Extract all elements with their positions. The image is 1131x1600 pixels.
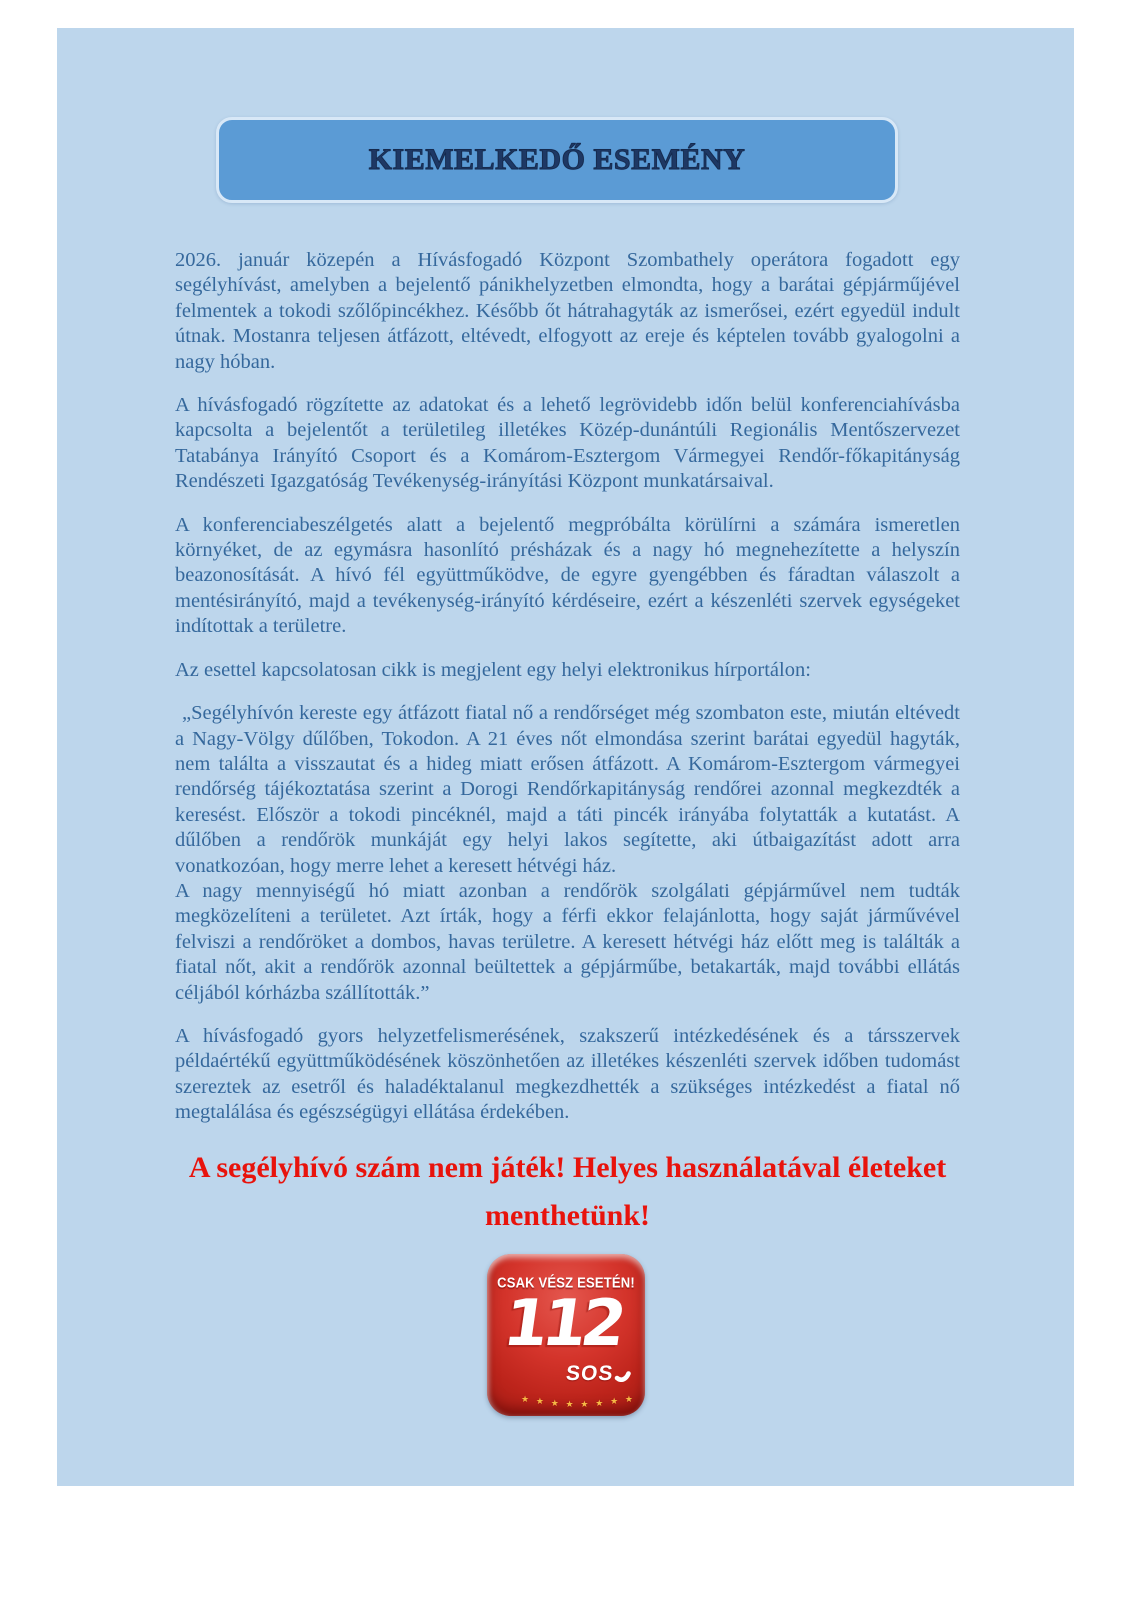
- phone-receiver-icon: [614, 1365, 631, 1382]
- document-page-panel: [57, 28, 1074, 1486]
- star-icon: ★: [624, 1393, 633, 1404]
- star-icon: ★: [565, 1398, 574, 1409]
- logo-sos-row: [566, 1362, 631, 1386]
- star-icon: ★: [521, 1393, 530, 1404]
- paragraph-intro: 2026. január közepén a Hívásfogadó Központ Szombathely operátora fogadott egy segélyhívást, amelyben a bejelentő pánikhelyzetben elmondta, hogy a barátai gépjárműjével felmentek a tokodi szőlőpincékhez. Később őt hátrahagyták az ismerősei, ezért egyedül indult útnak. Mostanra teljesen átfázott, eltévedt, elfogyott az ereje és képtelen tovább gyalogolni a nagy hóban.: [175, 249, 960, 373]
- star-icon: ★: [535, 1395, 544, 1406]
- star-icon: ★: [580, 1398, 589, 1409]
- paragraph-conference-call: A konferenciabeszélgetés alatt a bejelentő megpróbálta körülírni a számára ismeretlen környéket, de az egymásra hasonlító présházak és a nagy hó megnehezítette a helyszín beazonosítását. A hívó fél együttműködve, de egyre gyengébben és fáradtan válaszolt a mentésirányító, majd a tevékenység-irányító kérdéseire, ezért a készenléti szervek egységeket indítottak a területre.: [175, 513, 960, 638]
- paragraph-news-quote-part1: „Segélyhívón kereste egy átfázott fiatal nő a rendőrséget még szombaton este, miután eltévedt a Nagy-Völgy dűlőben, Tokodon. A 21 éves nőt elmondása szerint barátai egyedül hagyták, nem találta a visszautat és a hideg miatt erősen átfázott. A Komárom-Esztergom vármegyei rendőrség tájékoztatása szerint a Dorogi Rendőrkapitányság rendőrei azonnal megkezdték a keresést. Először a tokodi pincéknél, majd a táti pincék irányába folytatták a kutatást. A dűlőben a rendőrök munkáját egy helyi lakos segítette, aki útbaigazítást adott arra vonatkozóan, hogy merre lehet a keresett hétvégi ház.: [175, 702, 960, 877]
- paragraph-news-quote-part2: A nagy mennyiségű hó miatt azonban a rendőrök szolgálati gépjárművel nem tudták megközelíteni a területet. Azt írták, hogy a férfi ekkor felajánlotta, hogy saját járművével felviszi a rendőröket a dombos, havas területre. A keresett hétvégi ház előtt meg is találták a fiatal nőt, akit a rendőrök azonnal beültettek a gépjárműbe, betakarták, majd további ellátás céljából kórházba szállították.”: [175, 879, 960, 1004]
- star-icon: ★: [610, 1395, 619, 1406]
- star-icon: ★: [550, 1397, 559, 1408]
- logo-number-112: 112: [499, 1286, 625, 1361]
- eu-stars-icon: [521, 1393, 633, 1409]
- logo-top-label: CSAK VÉSZ ESETÉN!: [497, 1273, 635, 1291]
- paragraph-conference-setup: A hívásfogadó rögzítette az adatokat és a lehető legrövidebb időn belül konferenciahívásba kapcsolta a bejelentőt a területileg illetékes Közép-dunántúli Regionális Mentőszervezet Tatabánya Irányító Csoport és a Komárom-Esztergom Vármegyei Rendőr-főkapitányság Rendészeti Igazgatóság Tevékenység-irányítási Központ munkatársaival.: [175, 394, 960, 493]
- paragraph-news-lead: Az esettel kapcsolatosan cikk is megjelent egy helyi elektronikus hírportálon:: [175, 658, 811, 681]
- logo-sos-label: SOS: [564, 1361, 615, 1385]
- page-title: KIEMELKEDŐ ESEMÉNY: [368, 143, 746, 176]
- emergency-warning-text: A segélyhívó szám nem játék! Helyes használatával életeket menthetünk!: [188, 1150, 947, 1232]
- star-icon: ★: [595, 1397, 604, 1408]
- paragraph-closing: A hívásfogadó gyors helyzetfelismerésének, szakszerű intézkedésének és a társszervek példaértékű együttműködésének köszönhetően az illetékes készenléti szervek időben tudomást szereztek az esetről és haladéktalanul megkezdhették a szükséges intézkedést a fiatal nő megtalálása és egészségügyi ellátása érdekében.: [175, 1024, 960, 1124]
- header-banner: [216, 117, 898, 203]
- article-body: [175, 248, 960, 1126]
- emergency-112-logo: [487, 1254, 645, 1416]
